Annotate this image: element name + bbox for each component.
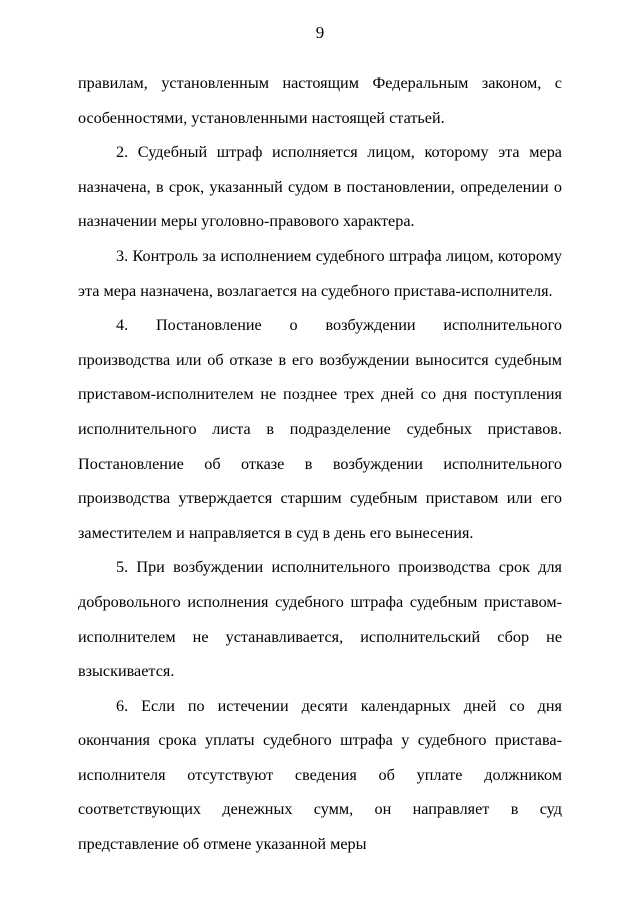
paragraph-item-4: 4. Постановление о возбуждении исполнительного производства или об отказе в его возбуждении выносится судебным приставом-исполнителем не позднее трех дней со дня поступления исполнительного листа в подразделение судебных приставов. Постановление об отказе в возбуждении исполнительного производства утверждается старшим судебным приставом или его заместителем и направляется в суд в день его вынесения.	[78, 316, 562, 542]
page-number: 9	[315, 23, 325, 42]
paragraph-item-5: 5. При возбуждении исполнительного производства срок для добровольного исполнения судебного штрафа судебным приставом-исполнителем не устанавливается, исполнительский сбор не взыскивается.	[78, 558, 562, 681]
paragraph-item-3: 3. Контроль за исполнением судебного штрафа лицом, которому эта мера назначена, возлагается на судебного пристава-исполнителя.	[78, 246, 562, 300]
paragraph-item-2: 2. Судебный штраф исполняется лицом, которому эта мера назначена, в срок, указанный судом в постановлении, определении о назначении меры уголовно-правового характера.	[78, 143, 562, 231]
paragraph-item-6: 6. Если по истечении десяти календарных дней со дня окончания срока уплаты судебного штрафа у судебного пристава-исполнителя отсутствуют сведения об уплате должником соответствующих денежных сумм, он направляет в суд представление об отмене указанной меры	[78, 696, 562, 854]
paragraph-continuation: правилам, установленным настоящим Федеральным законом, с особенностями, установленными настоящей статьей.	[78, 74, 562, 127]
document-body	[78, 66, 562, 862]
